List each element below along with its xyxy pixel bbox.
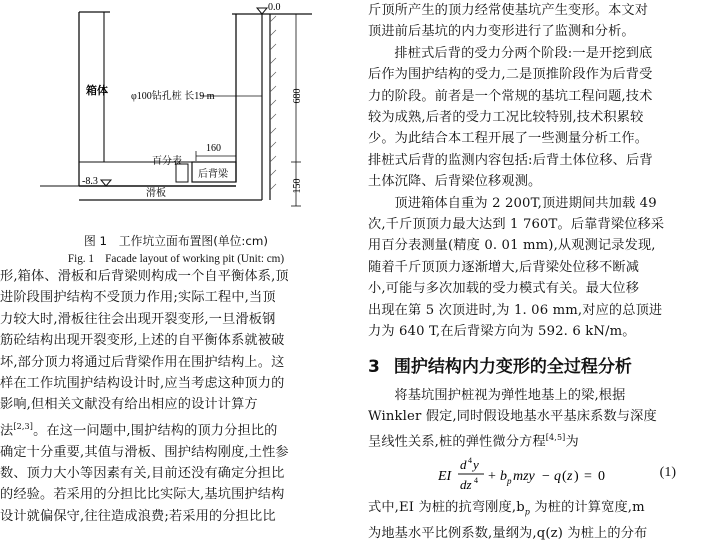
label-bottom-level: -8.3 xyxy=(82,176,98,187)
svg-text:p: p xyxy=(507,476,512,487)
svg-text:0: 0 xyxy=(598,469,605,485)
text-line: 力的阶段。前者是一个常规的基坑工程问题,技术 xyxy=(368,88,653,104)
text-fragment: 为桩的计算宽度,m xyxy=(534,500,645,516)
facade-layout-figure xyxy=(0,0,356,230)
text-fragment: 法 xyxy=(0,423,14,439)
svg-text:dz: dz xyxy=(460,477,472,493)
text-fragment: 呈线性关系,桩的弹性微分方程 xyxy=(368,434,546,450)
svg-text:=: = xyxy=(584,469,592,485)
citation-ref: [2,3] xyxy=(13,421,34,431)
label-pile: φ100钻孔桩 长19 m xyxy=(131,91,215,102)
text-line: 确定十分重要,其值与滑板、围护结构刚度,土性参 xyxy=(0,444,289,460)
label-dim-160: 160 xyxy=(206,143,221,154)
section-heading xyxy=(368,353,712,381)
label-slide-plate: 滑板 xyxy=(146,188,166,199)
label-dial-gauge: 百分表 xyxy=(152,156,182,167)
text-line: 数、顶力大小等因素有关,目前还没有确定分担比 xyxy=(0,466,285,482)
svg-text:q: q xyxy=(554,469,561,485)
text-line: 将基坑围护桩视为弹性地基上的梁,根据 xyxy=(394,387,626,403)
text-line: 形,箱体、滑板和后背梁则构成一个自平衡体系,顶 xyxy=(0,269,289,284)
svg-text:z: z xyxy=(567,469,573,485)
text-line: 小,可能与多次加载的受力模式有关。最大位移 xyxy=(368,281,640,297)
text-fragment: 为 xyxy=(565,434,579,450)
svg-text:b: b xyxy=(500,469,507,485)
svg-text:d: d xyxy=(460,457,467,473)
text-line: 少。为此结合本工程开展了一些测量分析工作。 xyxy=(368,131,649,147)
equation-1 xyxy=(368,453,712,497)
text-line: 力较大时,滑板往往会出现开裂变形,一旦滑板钢 xyxy=(0,311,276,327)
text-line: 坏,部分顶力将通过后背梁作用在围护结构上。这 xyxy=(0,354,285,370)
svg-text:4: 4 xyxy=(474,476,478,486)
text-line: 较为成熟,后者的受力工况比较特别,技术积累较 xyxy=(368,110,644,126)
subscript-p: p xyxy=(524,507,531,517)
text-line: Winkler 假定,同时假设地基水平基床系数与深度 xyxy=(368,408,657,424)
text-line: 影响,但相关文献没有给出相应的设计计算方 xyxy=(0,397,258,413)
right-body-text xyxy=(368,0,712,545)
text-fragment: 式中,EI 为桩的抗弯刚度,b xyxy=(368,500,525,516)
text-line xyxy=(368,497,712,523)
svg-text:−: − xyxy=(542,469,550,485)
text-line: 后作为围护结构的受力,二是顶推阶段作为后背受 xyxy=(368,67,653,83)
label-box-body: 箱体 xyxy=(86,85,108,97)
left-body-text xyxy=(0,266,352,527)
text-line: 土体沉降、后背梁位移观测。 xyxy=(368,174,542,190)
equation-number: (1) xyxy=(659,465,676,481)
label-top-level: 0.0 xyxy=(268,2,281,13)
figure-caption-cn: 图 1 工作坑立面布置图(单位:cm) xyxy=(84,234,268,248)
svg-text:4: 4 xyxy=(468,456,472,466)
equation-body xyxy=(438,455,628,497)
figure-caption-en: Fig. 1 Facade layout of working pit (Unit: cm) xyxy=(67,253,285,265)
svg-text:(: ( xyxy=(562,469,567,485)
section-number: 3 xyxy=(368,356,380,377)
text-line: 样在工作坑围护结构设计时,应当考虑这种顶力的 xyxy=(0,376,285,392)
svg-text:y: y xyxy=(473,457,479,473)
section-title: 围护结构内力变形的全过程分析 xyxy=(393,356,632,377)
svg-text:+: + xyxy=(488,469,496,485)
svg-text:EI: EI xyxy=(438,469,452,485)
text-line: 排桩式后背的受力分两个阶段:一是开挖到底 xyxy=(394,45,653,61)
svg-text:): ) xyxy=(574,469,579,485)
text-fragment: 。在这一问题中,围护结构的顶力分担比的 xyxy=(33,423,278,439)
text-line: 出现在第 5 次顶进时,为 1. 06 mm,对应的总顶进 xyxy=(368,302,663,318)
citation-ref: [4,5] xyxy=(545,433,566,443)
svg-text:mzy: mzy xyxy=(513,469,535,485)
text-line: 随着千斤顶顶力逐渐增大,后背梁处位移不断减 xyxy=(368,259,640,275)
text-line: 的经验。若采用的分担比比实际大,基坑围护结构 xyxy=(0,487,285,503)
text-line-with-ref xyxy=(368,427,712,453)
text-line: 筋砼结构出现开裂变形,上述的自平衡体系就被破 xyxy=(0,333,285,349)
text-line: 斤顶所产生的顶力经常使基坑产生变形。本文对 xyxy=(368,3,649,18)
label-rear-beam: 后背梁 xyxy=(198,169,228,180)
label-dim-150: 150 xyxy=(292,178,303,194)
text-line: 进阶段围护结构不受顶力作用;实际工程中,当顶 xyxy=(0,290,276,306)
text-line: 排桩式后背的监测内容包括:后背土体位移、后背 xyxy=(368,152,653,168)
text-line: 顶进前后基坑的内力变形进行了监测和分析。 xyxy=(368,24,635,40)
level-marker-bottom-icon xyxy=(101,180,111,186)
label-dim-680: 680 xyxy=(292,88,303,104)
soil-hatching xyxy=(270,16,276,190)
text-line: 顶进箱体自重为 2 200T,顶进期间共加载 49 xyxy=(394,195,657,211)
text-line: 用百分表测量(精度 0. 01 mm),从观测记录发现, xyxy=(368,238,656,254)
text-line: 次,千斤顶顶力最大达到 1 760T。后靠背梁位移采 xyxy=(368,217,665,233)
text-line: 力为 640 T,在后背梁方向为 592. 6 kN/m。 xyxy=(368,324,636,340)
text-line: 为地基水平比例系数,量纲为,q(z) 为桩上的分布 xyxy=(368,526,648,542)
text-line-with-ref xyxy=(0,416,352,442)
text-line: 设计就偏保守,往往造成浪费;若采用的分担比比 xyxy=(0,508,276,524)
level-marker-top-icon xyxy=(257,8,267,14)
